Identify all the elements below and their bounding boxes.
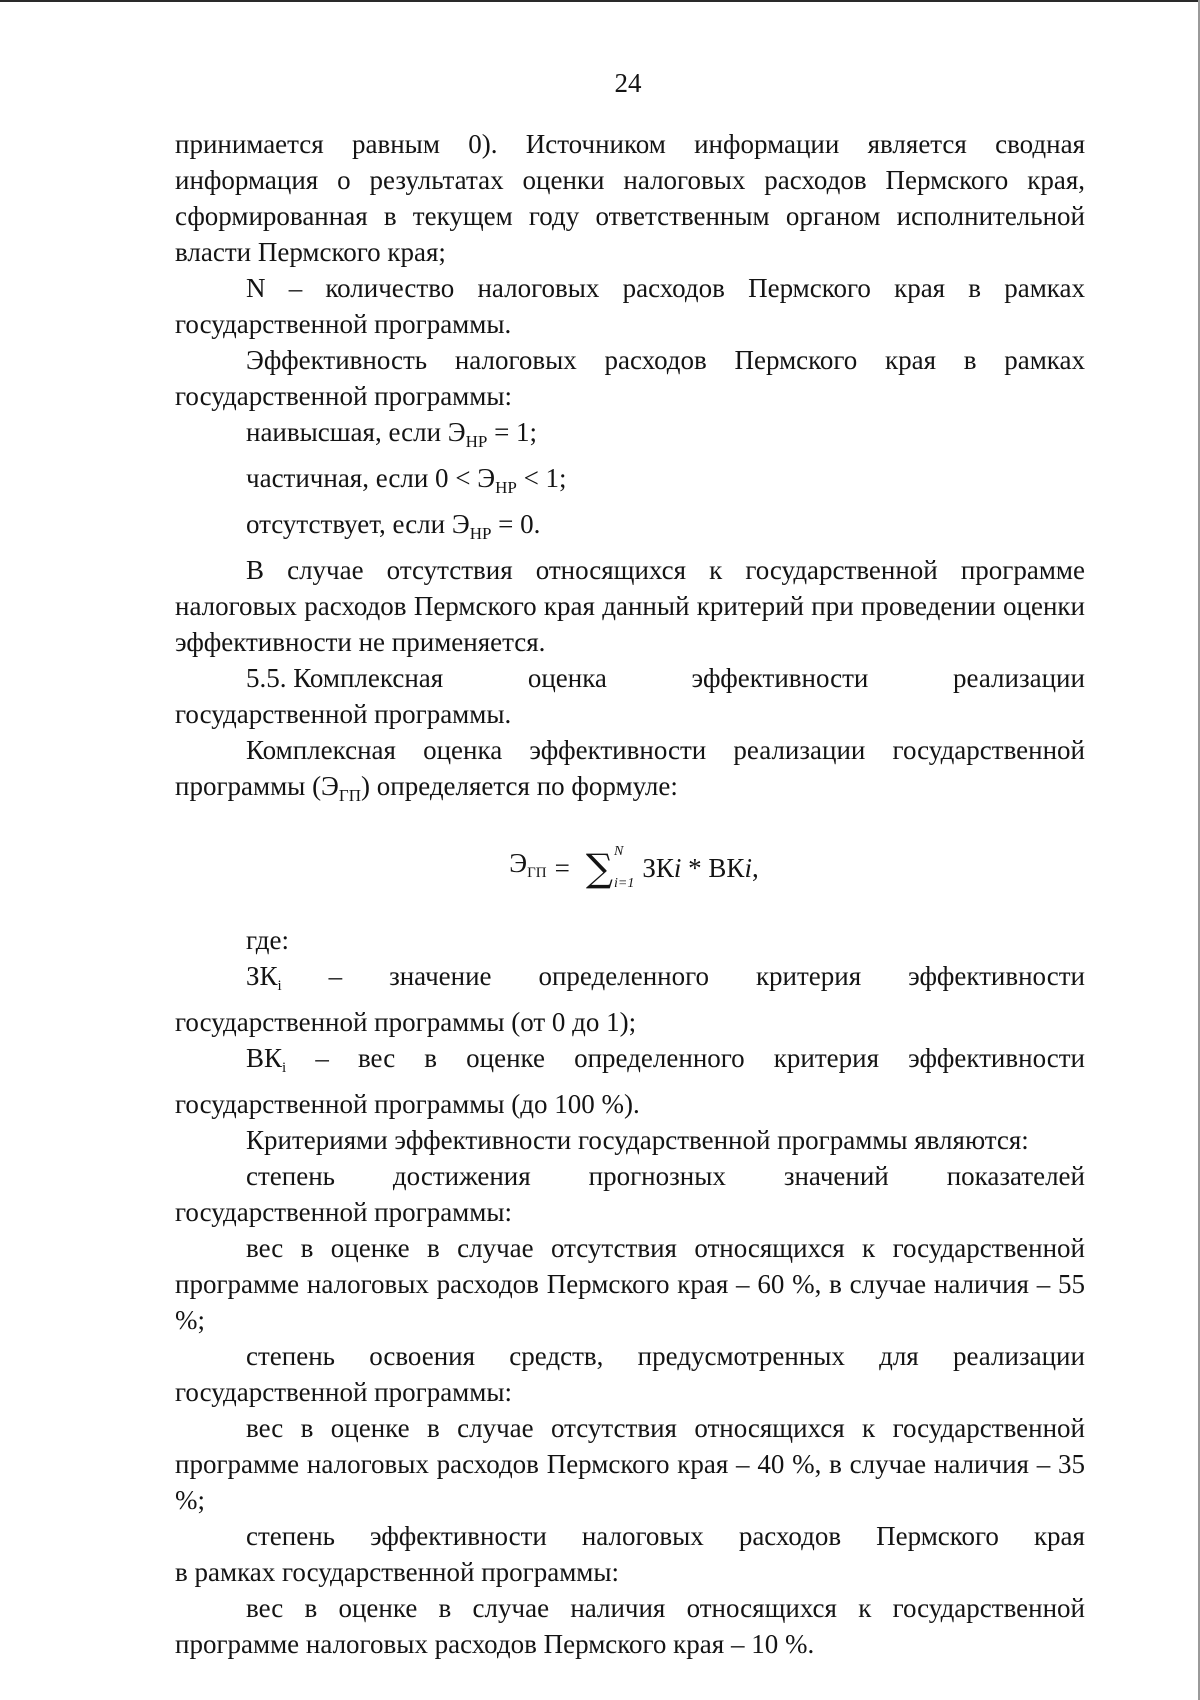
section-heading-5-5 bbox=[175, 660, 1085, 732]
condition-partial: частичная, если $0 < Э_{НР} < 1$; bbox=[246, 463, 567, 497]
condition-absent: отсутствует, если $Э_{НР} = 0$. bbox=[246, 509, 541, 543]
formula-times: * bbox=[681, 853, 709, 883]
section-heading-line1: 5.5. Комплексная оценка эффективности реализации bbox=[246, 663, 1085, 693]
criterion-tax-expenses: степень эффективности налоговых расходов Пермского края в рамках государственной программы: bbox=[175, 1521, 1085, 1587]
weight-tax-expenses: вес в оценке в случае наличия относящихся к государственной программе налоговых расходов Пермского края – 10 %. bbox=[175, 1593, 1085, 1659]
definition-vk: ВКi – вес в оценке определенного критерия эффективности государственной программы (до 100 %). bbox=[175, 1043, 1085, 1119]
paragraph-no-tax-expenses: В случае отсутствия относящихся к государственной программе налоговых расходов Пермского края данный критерий при проведении оценки эффективности не применяется. bbox=[175, 555, 1085, 657]
paragraph-information-source: принимается равным 0). Источником информации является сводная информация о результатах оценки налоговых расходов Пермского края, сформированная в текущем году ответственным органом исполнительной власти Пермского края; bbox=[175, 129, 1085, 267]
criterion-forecast-values: степень достижения прогнозных значений показателей государственной программы: bbox=[175, 1161, 1085, 1227]
document-body bbox=[175, 126, 1085, 1662]
weight-forecast-values: вес в оценке в случае отсутствия относящихся к государственной программе налоговых расходов Пермского края – 60 %, в случае наличия – 55 %; bbox=[175, 1233, 1085, 1335]
paragraph-criteria-intro: Критериями эффективности государственной программы являются: bbox=[246, 1125, 1029, 1155]
criterion-funds-utilization: степень освоения средств, предусмотренных для реализации государственной программы: bbox=[175, 1341, 1085, 1407]
formula-lhs: ЭГП bbox=[509, 848, 547, 881]
sigma-limits: N i=1 bbox=[614, 844, 635, 891]
formula-term-zk: ЗКi bbox=[642, 853, 682, 883]
sigma-symbol: ∑ bbox=[585, 846, 613, 890]
section-heading-line2: государственной программы. bbox=[175, 699, 512, 729]
paragraph-efficiency-intro: Эффективность налоговых расходов Пермского края в рамках государственной программы: bbox=[175, 345, 1085, 411]
paragraph-n-definition: N – количество налоговых расходов Пермского края в рамках государственной программы. bbox=[175, 273, 1085, 339]
condition-highest: наивысшая, если $Э_{НР} = 1$; bbox=[246, 417, 538, 451]
definition-zk bbox=[175, 958, 1085, 1040]
formula-complex-efficiency bbox=[175, 814, 1085, 922]
definition-zk-line1: ЗКi – значение определенного критерия эффективности bbox=[246, 961, 1085, 994]
page-number: 24 bbox=[614, 68, 642, 98]
formula-sum bbox=[586, 845, 634, 891]
definition-zk-line2: государственной программы (от 0 до 1); bbox=[175, 1007, 637, 1037]
paragraph-complex-assessment: Комплексная оценка эффективности реализации государственной программы $(Э_{ГП})$ определяется по формуле: bbox=[175, 735, 1085, 805]
formula-equals: = bbox=[554, 853, 570, 883]
scan-top-edge bbox=[0, 0, 1200, 2]
paragraph-where: где: bbox=[246, 925, 289, 955]
weight-funds-utilization: вес в оценке в случае отсутствия относящихся к государственной программе налоговых расходов Пермского края – 40 %, в случае наличия – 35 %; bbox=[175, 1413, 1085, 1515]
formula-term-vk: ВКi, bbox=[708, 853, 759, 883]
